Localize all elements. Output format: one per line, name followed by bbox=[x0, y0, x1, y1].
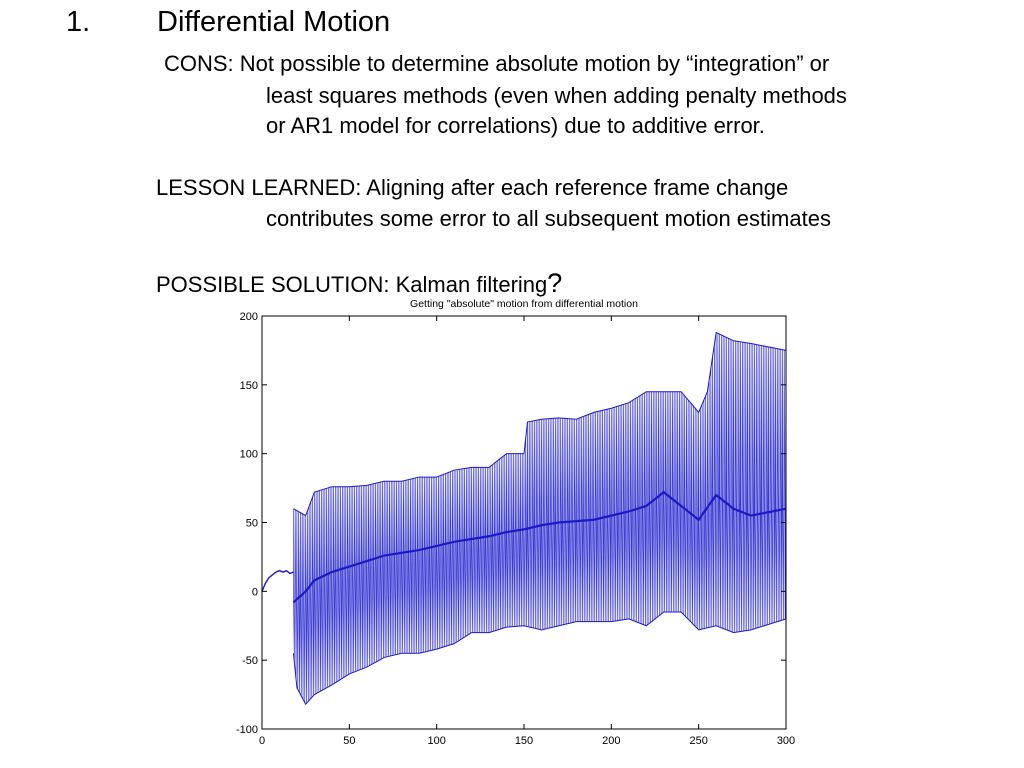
y-tick-label: 100 bbox=[239, 448, 258, 461]
y-tick-label: 50 bbox=[245, 517, 258, 530]
lesson-line-1: LESSON LEARNED: Aligning after each reference frame change bbox=[156, 175, 789, 200]
heading-number: 1. bbox=[66, 6, 91, 38]
x-tick-label: 250 bbox=[689, 735, 708, 747]
solution-question-mark: ? bbox=[547, 268, 563, 298]
cons-line-2: least squares methods (even when adding penalty methods bbox=[266, 83, 847, 108]
oscillation-band bbox=[293, 333, 786, 704]
x-tick-label: 150 bbox=[514, 735, 534, 747]
y-tick-label: 0 bbox=[251, 586, 258, 599]
x-tick-label: 200 bbox=[602, 735, 621, 747]
x-tick-label: 100 bbox=[427, 735, 446, 747]
cons-line-1: CONS: Not possible to determine absolute motion by “integration” or bbox=[164, 51, 830, 76]
series-line-0 bbox=[262, 571, 293, 592]
x-tick-label: 300 bbox=[776, 735, 796, 747]
heading-title: Differential Motion bbox=[157, 6, 391, 38]
y-tick-label: 200 bbox=[239, 311, 258, 323]
x-tick-label: 50 bbox=[343, 735, 356, 747]
x-tick-label: 0 bbox=[258, 735, 266, 747]
cons-line-3: or AR1 model for correlations) due to additive error. bbox=[266, 113, 765, 138]
solution-text: POSSIBLE SOLUTION: Kalman filtering bbox=[156, 272, 548, 297]
y-tick-label: -50 bbox=[242, 655, 258, 668]
y-tick-label: 150 bbox=[239, 379, 258, 392]
oscillation-trace bbox=[293, 333, 786, 704]
chart-title: Getting "absolute" motion from differential motion bbox=[410, 298, 638, 310]
lesson-line-2: contributes some error to all subsequent motion estimates bbox=[266, 206, 831, 231]
y-tick-label: -100 bbox=[235, 724, 258, 736]
